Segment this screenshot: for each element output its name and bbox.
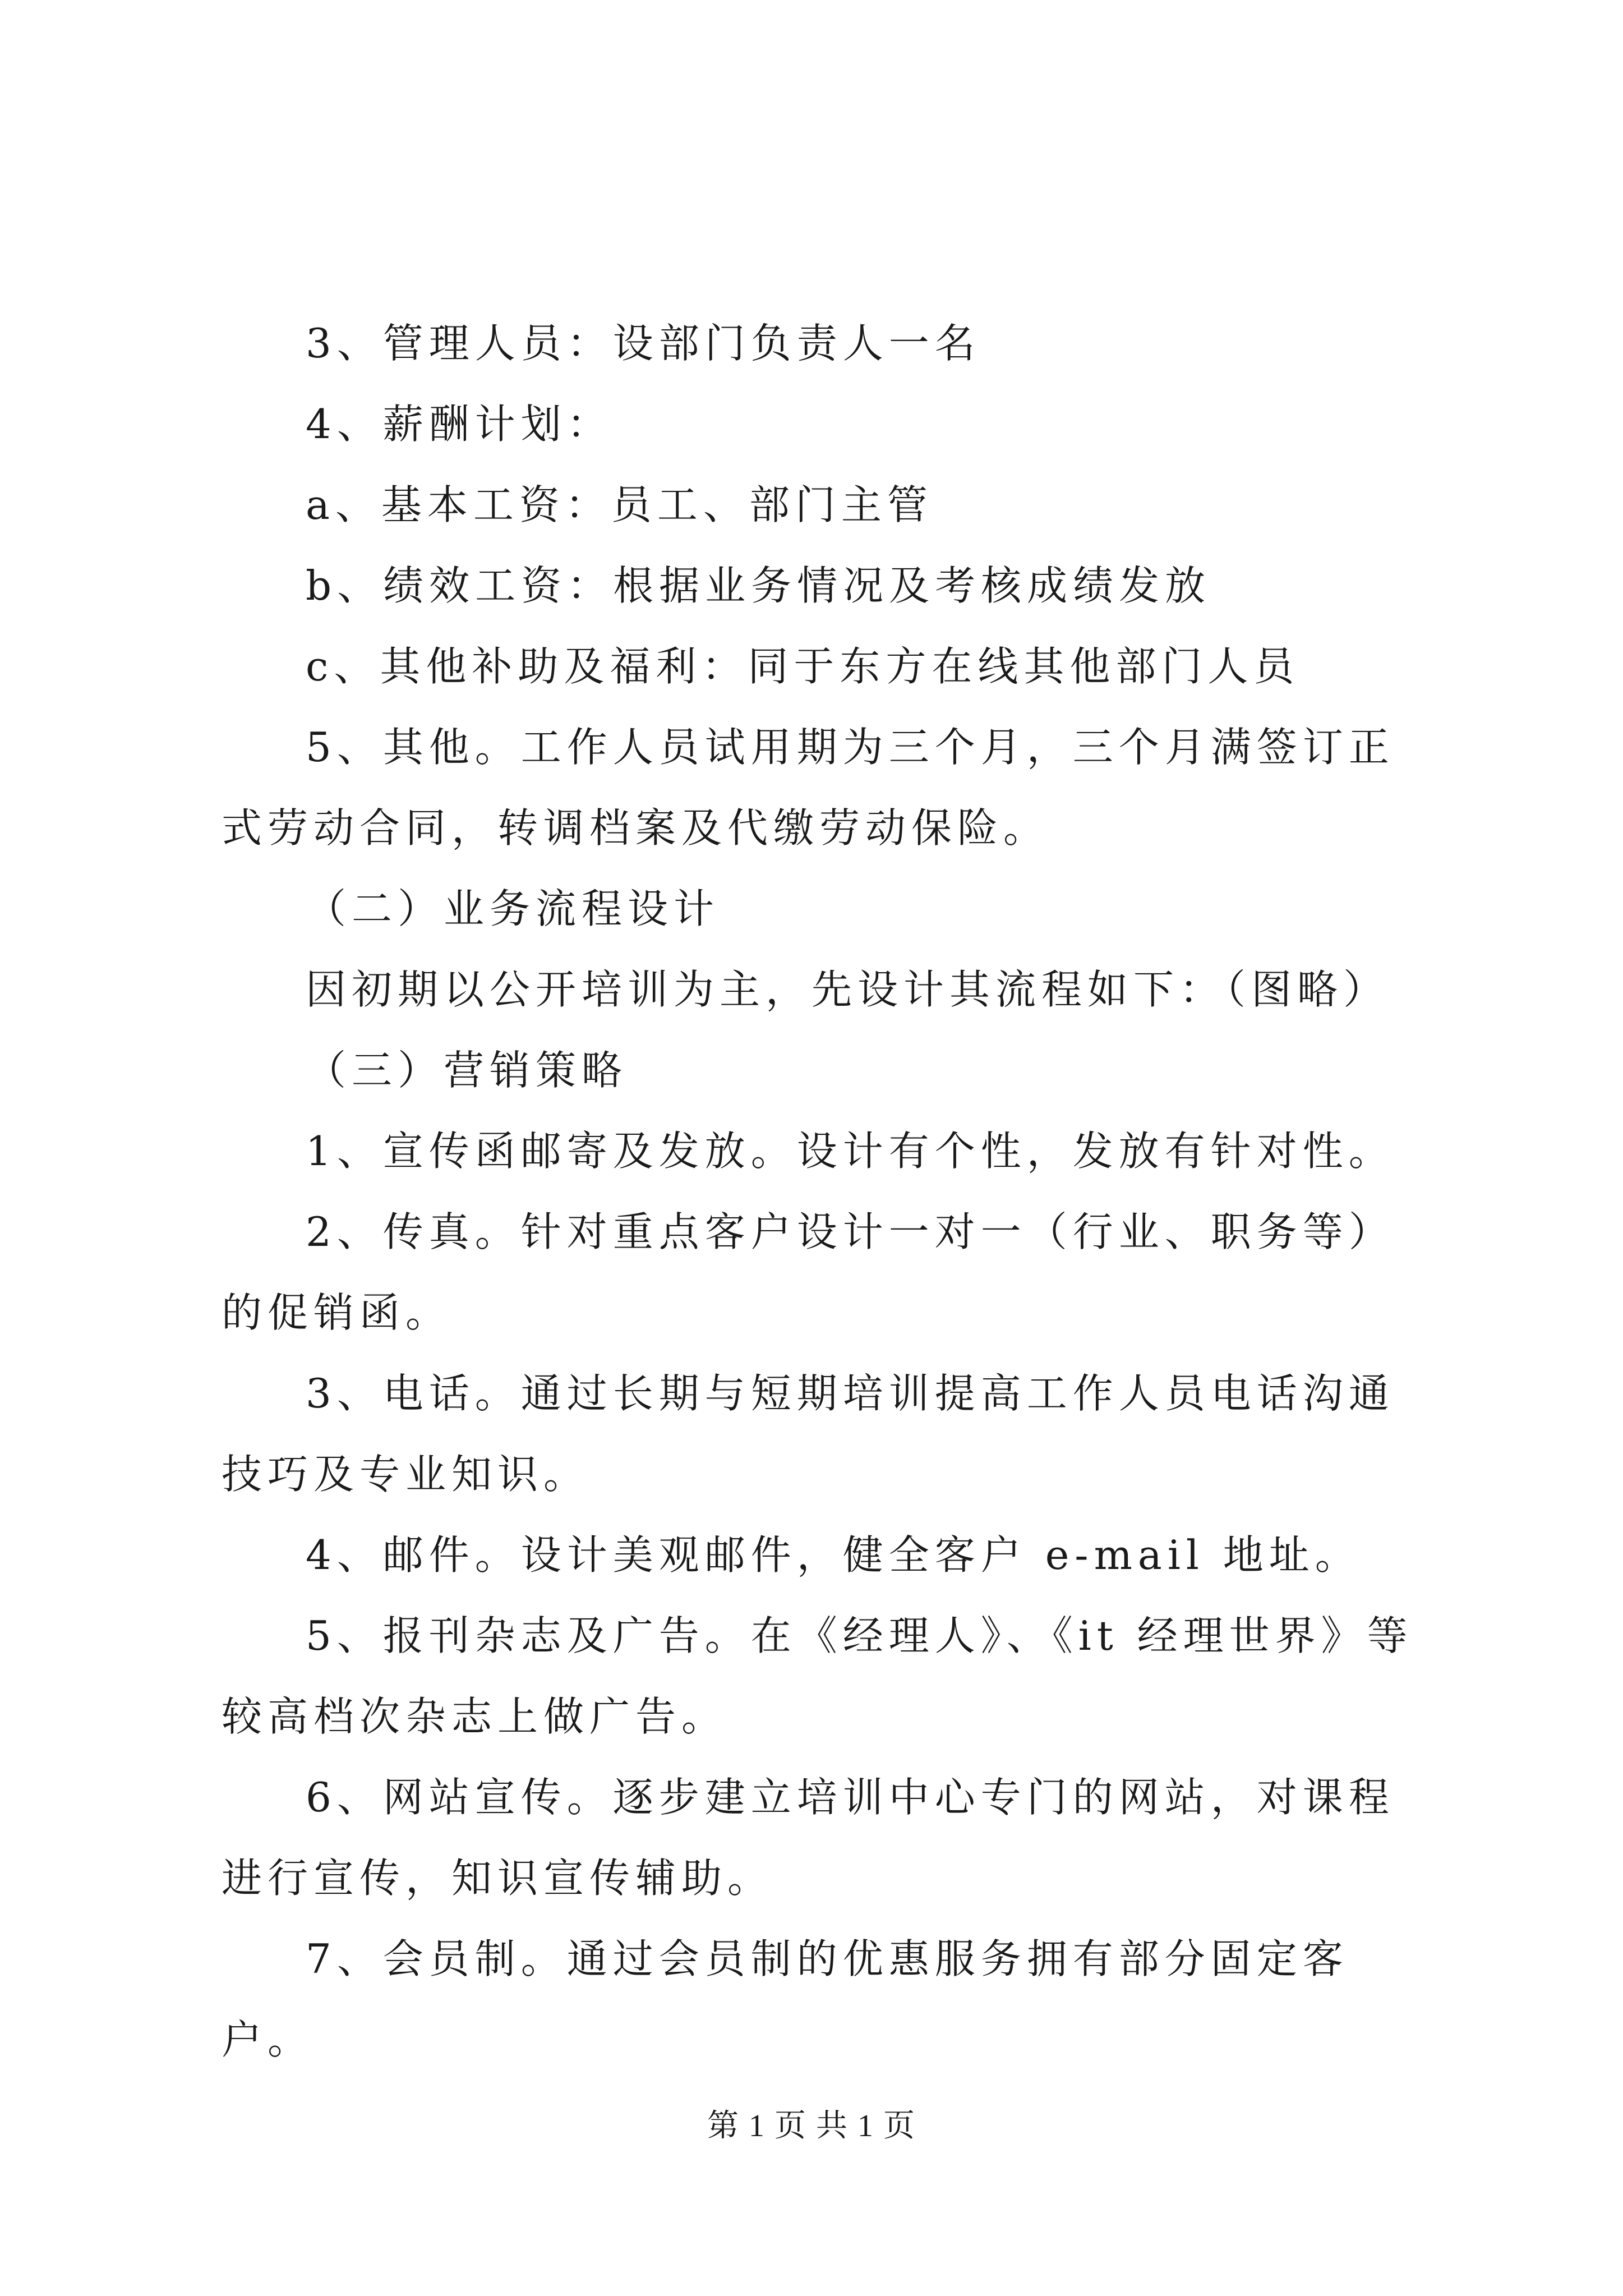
paragraph-website: 6、网站宣传。逐步建立培训中心专门的网站，对课程进行宣传，知识宣传辅助。 — [222, 1774, 1395, 1902]
section-heading-marketing: （三）营销策略 — [306, 1047, 628, 1094]
paragraph-management-staff: 3、管理人员：设部门负责人一名 — [306, 320, 981, 367]
section-heading-workflow: （二）业务流程设计 — [306, 885, 720, 932]
page-number-footer: 第 1 页 共 1 页 — [707, 2109, 916, 2143]
paragraph-base-salary: a、基本工资：员工、部门主管 — [306, 481, 933, 528]
paragraph-workflow-intro: 因初期以公开培训为主，先设计其流程如下：（图略） — [306, 966, 1390, 1013]
paragraph-email: 4、邮件。设计美观邮件，健全客户 e-mail 地址。 — [306, 1531, 1361, 1579]
paragraph-salary-plan: 4、薪酬计划： — [306, 401, 613, 448]
paragraph-membership: 7、会员制。通过会员制的优惠服务拥有部分固定客户。 — [222, 1935, 1349, 2063]
paragraph-benefits: c、其他补助及福利：同于东方在线其他部门人员 — [306, 643, 1300, 690]
paragraph-other: 5、其他。工作人员试用期为三个月，三个月满签订正式劳动合同，转调档案及代缴劳动保险。 — [222, 724, 1395, 852]
paragraph-phone: 3、电话。通过长期与短期培训提高工作人员电话沟通技巧及专业知识。 — [222, 1370, 1395, 1498]
paragraph-performance-salary: b、绩效工资：根据业务情况及考核成绩发放 — [306, 562, 1211, 609]
paragraph-advertising: 5、报刊杂志及广告。在《经理人》、《it 经理世界》等较高档次杂志上做广告。 — [222, 1612, 1413, 1740]
document-body — [222, 303, 1419, 2080]
paragraph-mailing: 1、宣传函邮寄及发放。设计有个性，发放有针对性。 — [306, 1128, 1395, 1175]
paragraph-fax: 2、传真。针对重点客户设计一对一（行业、职务等）的促销函。 — [222, 1208, 1395, 1336]
